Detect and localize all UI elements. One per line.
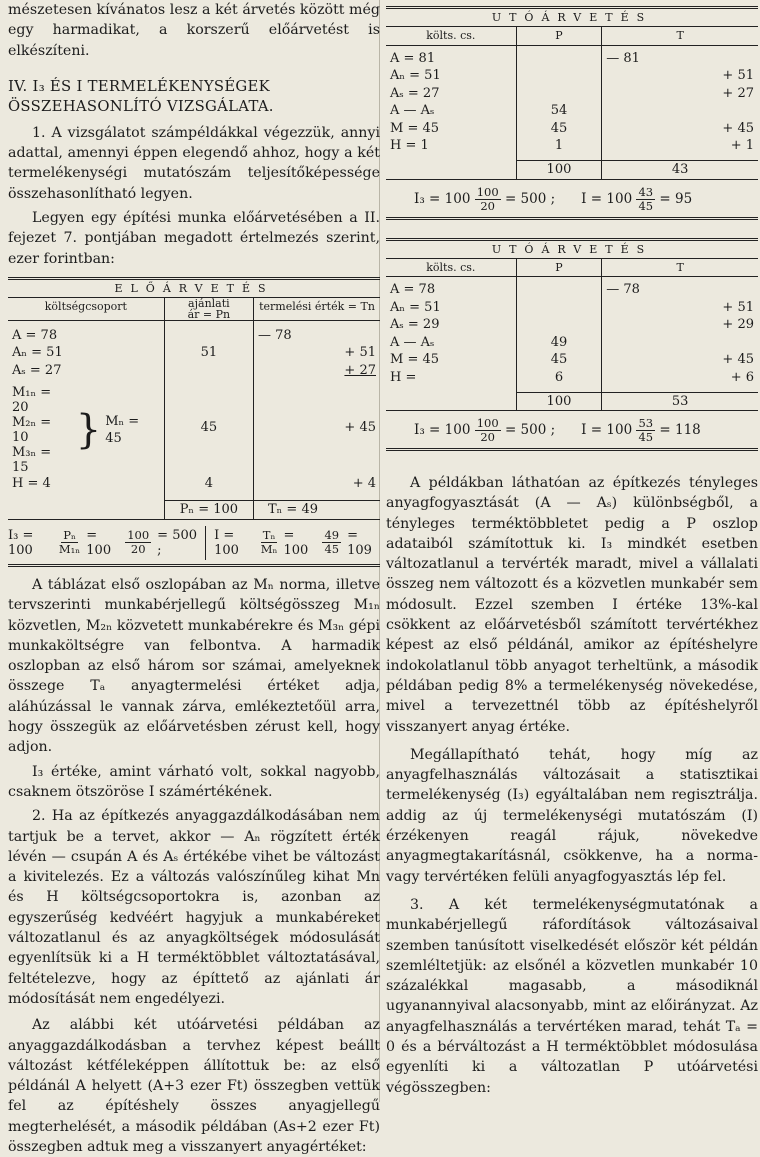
eloarvetes-table (8, 277, 380, 567)
paragraph-2: Legyen egy építési munka előárvetésében a II. fejezet 7. pontjában megadott értelmezés szerint, ezer forintban: (8, 210, 380, 267)
table-row: H = 4 4 + 4 (8, 475, 380, 493)
paragraph-3: A táblázat első oszlopában az Mₙ norma, illetve tervszerinti munkabérjellegű költségösszeg M₁ₙ közvetlen, M₂ₙ közvetett munkabérekre és M₃ₙ gépi munkaköltségre van felbontva. A harmadik oszlopban az első három sor számai, amelyeknek összege Tₐ anyagtermelési értéket adja, aláhúzással le vannak zárva, emlékeztetőül arra, hogy összegük az előárvetésben zérust kell, hogy adjon. (8, 576, 380, 756)
paragraph-1: 1. A vizsgálatot számpéldákkal végezzük, annyi adattal, amennyi éppen elegendő ahhoz, hogy a két termelékenységi mutatószám teljesítőképessége összehasonlítható legyen. (8, 124, 380, 202)
col-header: költs. cs. (386, 27, 516, 46)
utoarvetes-table-1 (386, 6, 758, 220)
formula-row: I₃ = 100 $\frac{100}{20}$ = 500 ; I = 100 $\frac{43}{45}$ = 95 (414, 184, 693, 213)
paragraph-5: 2. Ha az építkezés anyaggazdálkodásában nem tartjuk be a tervet, akkor — Aₙ rögzített érték lévén — csupán A és Aₛ értékébe vihet be változást a kivitelezés. Ez a változás valószínűleg kihat Mn és H költségcsoportokra is, azonban az egyszerűség kedvéért hagyjuk a munkabéreket változatlanul és az anyagköltségek módosulását egyenlítsük ki a H terméktöbblet változtatásával, feltételezve, hogy az építtető az ajánlati ár módosítását nem engedélyezi. (8, 808, 380, 1007)
formula-row: I₃ = 100 $\frac{100}{20}$ = 500 ; I = 100 $\frac{53}{45}$ = 118 (414, 416, 701, 444)
table-row: A = 78 — 78 (386, 281, 758, 299)
table-row: Aₛ = 29 + 29 (390, 317, 754, 332)
table-row: Aₙ = 51 + 51 (390, 68, 754, 83)
right-paragraph-3: 3. A két termelékenységmutatónak a munkabérjellegű ráfordítások változásaival szemben tanúsított viselkedését először két példán szemléltetjük: az elsőnél a közvetlen munkabér 10 százalékkal magasabb, a másodiknál ugyanannyival alacsonyabb, mint az előirányzat. Az anyagfelhasználás a tervértéken marad, tehát Tₐ = 0 és a bérváltozást a H terméktöbblet módosulása egyenlíti ki a változatlan P utóárvetési végösszegben: (386, 896, 758, 1096)
sum-row: 100 53 (386, 392, 758, 411)
paragraph-6: Az alábbi két utóárvetési példában az anyaggazdálkodásban a tervhez képest beállt változást kétféleképpen állítottuk be: az első példánál A helyett (A+3 ezer Ft) összegben vettük fel az építéshely összes anyagjellegű megterhelését, a második példában (As+2 ezer Ft) összegben adtuk meg a visszanyert anyagértéket: (8, 1017, 380, 1155)
col-header: költségcsoport (8, 297, 164, 320)
left-column (8, 0, 380, 1157)
table-row: Aₙ = 51 + 51 (390, 299, 754, 315)
table-row: A — Aₛ 49 (386, 334, 758, 352)
right-paragraph-1: A példákban láthatóan az építkezés tényleges anyagfogyasztását (A — Aₛ) különbségből, a tényleges terméktöbbletet pedig a P oszlop adataiból számítottuk ki. I₃ mindkét esetben változatlanul a tervérték maradt, mivel a vállalati összeg nem változott és a közvetlen munkabér sem módosult. Ezzel szemben I értéke 13%-kal csökkent az előárvetésből számított tervértékhez képest az első példánál, amikor az építéshelyre indokolatlanul több anyagot terheltünk, a második példában pedig 8% a termelékenység növekedése, mivel a tervezettnél több az építéshelyről visszanyert anyag értéke. (386, 475, 758, 735)
table-caption: UTÓÁRVETÉS (491, 242, 653, 256)
right-column (386, 0, 758, 1098)
col-header: P (516, 258, 602, 277)
table-row: Aₛ = 27 + 27 (390, 85, 754, 101)
table-row: A = 78 — 78 (8, 327, 380, 345)
table-row: Aₙ = 51 51 + 51 (8, 344, 380, 362)
right-paragraph-2: Megállapítható tehát, hogy míg az anyagfelhasználás változásait a statisztikai termelékenység (I₃) egyáltalában nem regisztrálja. addig az új termelékenységi mutatószám (I) érzékenyen reagál rájuk, növekedve anyagmegtakarításnál, csökkenve, ha a norma- vagy tervértéken felüli anyagfogyasztás lép fel. (386, 746, 758, 885)
table-row: M₁ₙ = 20 M₂ₙ = 10 M₃ₙ = 15 } Mₙ = 45 45 + 45 (8, 379, 380, 475)
paragraph-4: I₃ értéke, amint várható volt, sokkal nagyobb, csaknem ötszöröse I számértékének. (8, 763, 380, 800)
utoarvetes-table-2 (386, 238, 758, 452)
table-row: A = 81 — 81 (386, 50, 758, 68)
col-header: költs. cs. (386, 258, 516, 277)
col-header: T (602, 27, 758, 46)
col-header: termelési érték = Tn (254, 297, 381, 320)
sum-row: 100 43 (386, 161, 758, 180)
col-header: ajánlati ár = Pn (164, 297, 253, 320)
table-caption: ELŐÁRVETÉS (114, 281, 274, 295)
table-row: Aₛ = 27 + 27 (8, 362, 380, 380)
table-row: H = 6 + 6 (390, 369, 754, 385)
sum-row: Pₙ = 100 Tₙ = 49 (8, 501, 380, 520)
col-header: P (516, 27, 602, 46)
table-row: A — Aₛ 54 (386, 102, 758, 120)
col-header: T (602, 258, 758, 277)
intro-paragraph: mészetesen kívánatos lesz a két árvetés között még egy harmadikat, a korszerű előárvetést is elkészíteni. (8, 2, 380, 59)
table-row: M = 45 45 + 45 (390, 352, 754, 367)
table-row: M = 45 45 + 45 (390, 120, 754, 136)
table-row: H = 1 1 + 1 (390, 138, 754, 153)
section-heading: IV. I₃ ÉS I TERMELÉKENYSÉGEK ÖSSZEHASONLÍTÓ VIZSGÁLATA. (8, 77, 274, 115)
table-caption: UTÓÁRVETÉS (491, 11, 653, 24)
formula-row: I₃ = 100 $\frac{\text{Pₙ}}{\text{M₁ₙ}}$ = 100 $\frac{100}{20}$ = 500 ; I = 100 $\frac{\text{Tₙ}}{\text{Mₙ}}$ = 100 $\frac{49}{45}$ = 109 (8, 527, 372, 558)
